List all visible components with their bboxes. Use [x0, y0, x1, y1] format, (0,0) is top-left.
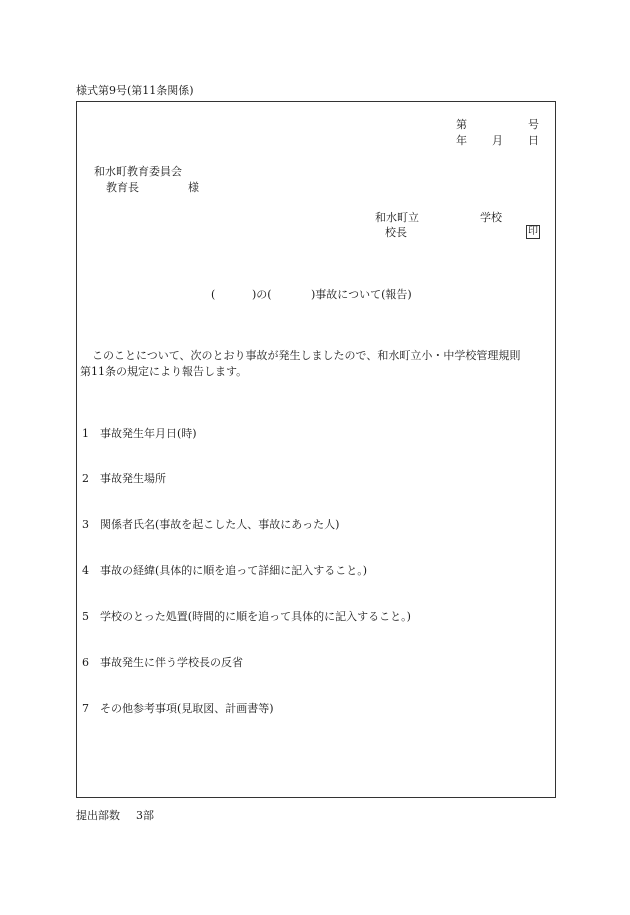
- item-label: 関係者氏名(事故を起こした人、事故にあった人): [100, 518, 340, 531]
- addressee-honorific: 様: [188, 181, 199, 194]
- item-label: 学校のとった処置(時間的に順を追って具体的に記入すること。): [100, 610, 411, 623]
- body-line-2: 第11条の規定により報告します。: [80, 365, 248, 378]
- subject-middle: )の(: [252, 288, 272, 301]
- seal-mark: 印: [528, 226, 538, 237]
- doc-number-prefix: 第: [456, 118, 467, 131]
- item-number: 2: [82, 472, 89, 485]
- item-number: 1: [82, 427, 89, 440]
- item-label: その他参考事項(見取図、計画書等): [100, 702, 274, 715]
- copies-label: 提出部数: [76, 809, 120, 822]
- sender-principal: 校長: [385, 226, 407, 239]
- item-number: 4: [82, 564, 89, 577]
- date-month: 月: [492, 134, 503, 147]
- item-label: 事故発生場所: [100, 472, 166, 485]
- sender-town: 和水町立: [375, 211, 419, 224]
- form-label: 様式第9号(第11条関係): [76, 84, 194, 97]
- body-line-1: このことについて、次のとおり事故が発生しましたので、和水町立小・中学校管理規則: [92, 349, 521, 362]
- doc-number-suffix: 号: [528, 118, 539, 131]
- subject-open-paren: (: [211, 288, 216, 301]
- addressee-title: 教育長: [106, 181, 139, 194]
- item-number: 5: [82, 610, 89, 623]
- subject-title: )事故について(報告): [311, 288, 412, 301]
- item-number: 6: [82, 656, 89, 669]
- item-label: 事故の経緯(具体的に順を追って詳細に記入すること。): [100, 564, 368, 577]
- document-frame: [76, 101, 556, 798]
- item-number: 3: [82, 518, 89, 531]
- copies-value: 3部: [136, 809, 154, 822]
- item-label: 事故発生に伴う学校長の反省: [100, 656, 243, 669]
- date-year: 年: [456, 134, 467, 147]
- item-label: 事故発生年月日(時): [100, 427, 197, 440]
- sender-school: 学校: [480, 211, 502, 224]
- item-number: 7: [82, 702, 89, 715]
- date-day: 日: [528, 134, 539, 147]
- addressee-org: 和水町教育委員会: [94, 165, 182, 178]
